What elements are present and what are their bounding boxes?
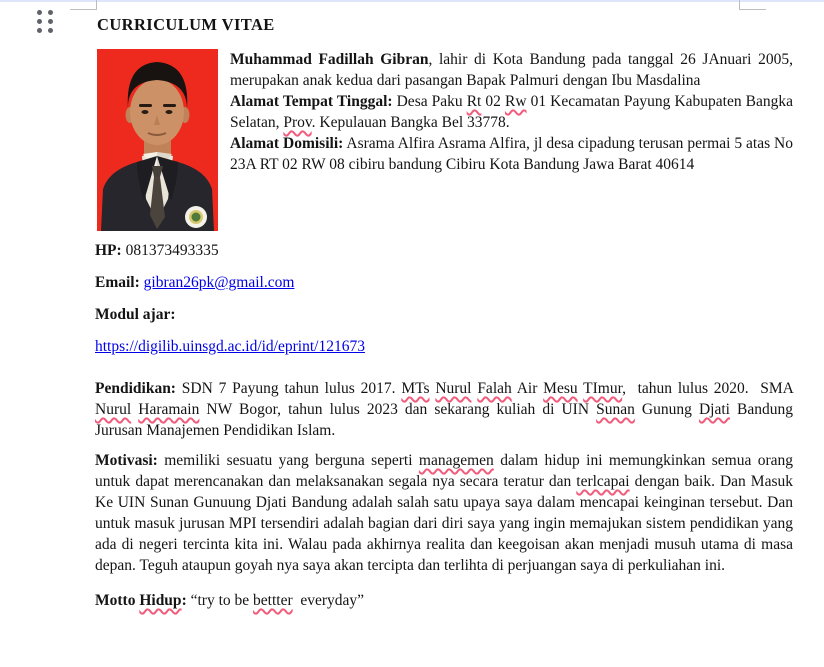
hp-line [95, 240, 793, 261]
portrait-image [97, 49, 218, 231]
text-run: Motivasi: [95, 452, 158, 469]
text-run: HP: [95, 242, 122, 259]
text-run: Alamat Tempat Tinggal: [230, 93, 393, 110]
modul-ajar-label [95, 304, 793, 325]
misspelled-word: Rw [504, 93, 527, 110]
text-run: 081373493335 [121, 242, 219, 259]
text-run: . Kepulauan Bangka Bel 33778. [311, 114, 510, 131]
misspelled-word: Haramain [138, 401, 200, 418]
text-run: “try to be [186, 592, 254, 609]
pendidikan-paragraph [95, 378, 797, 441]
block-drag-handle-icon[interactable] [37, 10, 54, 33]
text-run: , tahun lulus 2020. SMA [622, 380, 797, 397]
page-corner-marker-right [739, 0, 766, 10]
text-run: everyday” [292, 592, 365, 609]
profile-photo [97, 49, 218, 231]
misspelled-word: managemen [418, 452, 494, 469]
bio-paragraph-3 [230, 133, 797, 175]
misspelled-word: Falah [477, 380, 512, 397]
text-run: dengan baik. Dan Masuk Ke UIN Sunan Gunuung Djati Bandung adalah salah satu upaya saya dalam mencapai keinginan tersebut. Dan untuk masuk jurusan MPI tersendiri adalah bagian dari diri saya yang ingin memajukan sistem pendidikan yang ada di negeri tercinta kita ini. Walau pada akhirnya realita dan keegoisan akan menjadi musuh utama di masa depan. Teguh ataupun goyah nya saya akan tercipta dan terlihta di perjuangan saya di perkuliahan ini. [95, 473, 797, 574]
email-link[interactable]: gibran26pk@gmail.com [143, 274, 295, 291]
text-run: Modul ajar: [95, 306, 176, 323]
text-run: Email: [95, 274, 140, 291]
text-run: Gunung [634, 401, 699, 418]
motto-line [95, 590, 793, 611]
misspelled-word: Nurul [95, 401, 132, 418]
toolbar-edge-strip [0, 0, 824, 2]
text-run: dalam hidup ini memungkinkan semua orang untuk dapat merencanakan dan melaksanakan segala nya secara teratur dan [95, 452, 797, 490]
bio-paragraph-2 [230, 91, 797, 133]
misspelled-word: terlcapai [576, 473, 630, 490]
page-title: CURRICULUM VITAE [97, 15, 275, 34]
misspelled-word: bettter [253, 592, 293, 609]
text-run: 02 [481, 93, 505, 110]
bio-section [95, 49, 797, 231]
text-run: Motto [95, 592, 140, 609]
bio-paragraph-1 [230, 49, 797, 91]
modul-ajar-link-line [95, 336, 793, 357]
misspelled-word: MTs [401, 380, 430, 397]
text-run: Asrama Alfira Asrama Alfira, jl desa cipadung terusan permai 5 atas No 23A RT 02 RW 08 cibiru bandung Cibiru Kota Bandung Jawa Barat 40614 [230, 135, 797, 173]
text-run: Muhammad Fadillah Gibran [230, 51, 429, 68]
text-run: , lahir di Kota Bandung pada tanggal 26 JAnuari 2005, merupakan anak kedua dari pasangan Bapak Palmuri dengan Ibu Masdalina [230, 51, 797, 89]
misspelled-word: Sunan [596, 401, 635, 418]
misspelled-word: Nurul [435, 380, 472, 397]
text-run: NW Bogor, tahun lulus 2023 dan sekarang kuliah di UIN [199, 401, 597, 418]
email-line [95, 272, 793, 293]
text-run: memiliki sesuatu yang berguna seperti [157, 452, 419, 469]
text-run: Desa Paku [392, 93, 467, 110]
text-run: SDN 7 Payung tahun lulus 2017. [175, 380, 402, 397]
misspelled-word: Rt [466, 93, 482, 110]
misspelled-word: Prov [283, 114, 312, 131]
text-run: Alamat Domisili: [230, 135, 344, 152]
text-run: 01 Kecamatan Payung Kabupaten Bangka Selatan, [230, 93, 797, 131]
misspelled-word: Hidup [139, 592, 182, 609]
text-run: Air [511, 380, 544, 397]
eprint-link[interactable]: https://digilib.uinsgd.ac.id/id/eprint/121673 [95, 338, 365, 355]
motivasi-paragraph [95, 450, 797, 576]
page-corner-marker-left [70, 0, 97, 10]
misspelled-word: TImur [583, 380, 623, 397]
misspelled-word: Djati [698, 401, 730, 418]
text-run: Bandung Jurusan Manajemen Pendidikan Islam. [95, 401, 797, 439]
document-page [95, 14, 797, 611]
misspelled-word: Mesu [543, 380, 578, 397]
text-run: : [181, 592, 187, 609]
text-run: Pendidikan: [95, 380, 176, 397]
bio-text-column [230, 49, 797, 175]
